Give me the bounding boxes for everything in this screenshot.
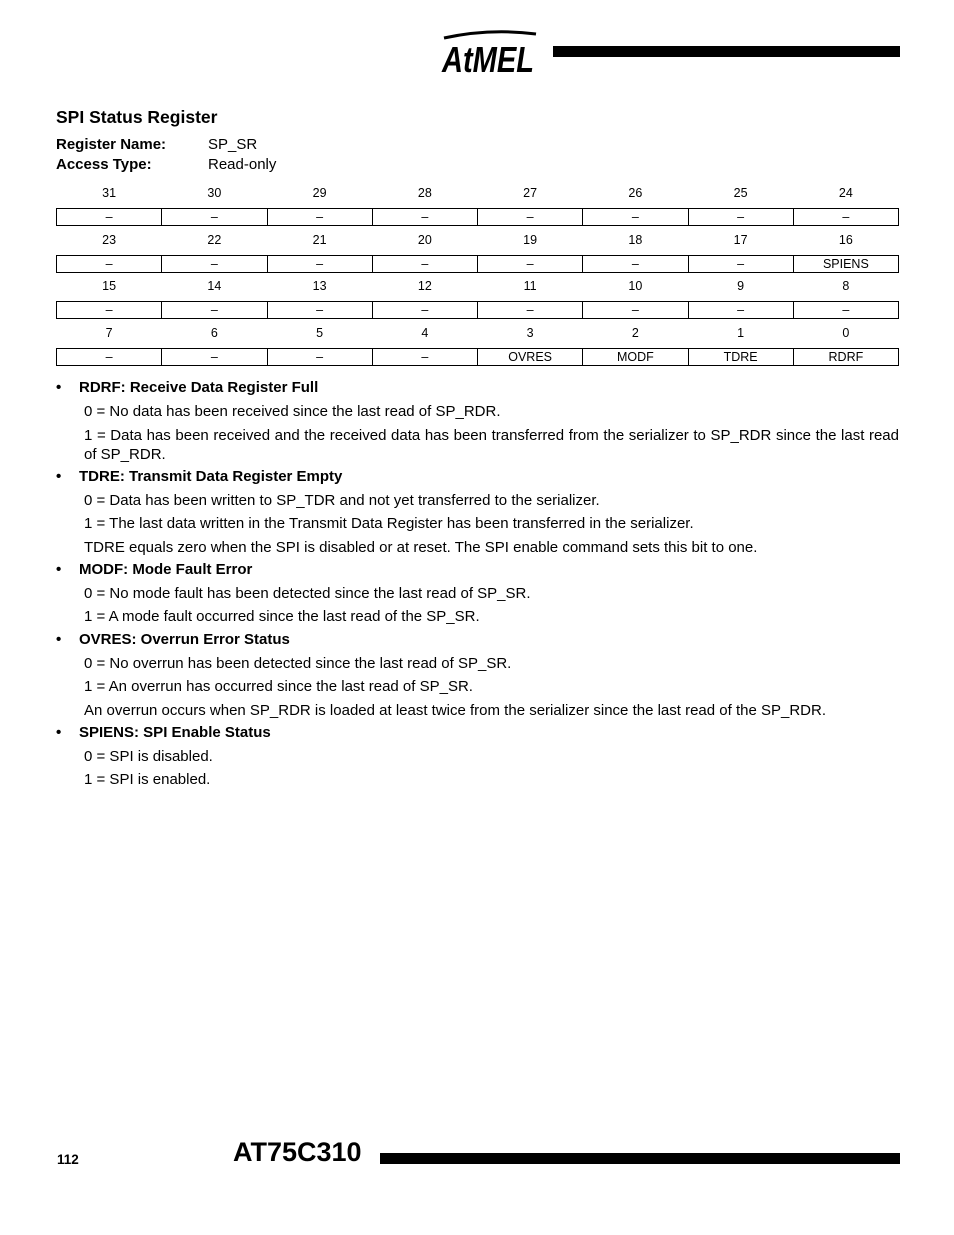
register-table-bits-7-0 (56, 326, 899, 366)
bit-field: – (267, 209, 372, 226)
footer-rule (380, 1153, 900, 1164)
bit-number: 10 (628, 279, 643, 293)
tdre-desc-2: TDRE equals zero when the SPI is disabled or at reset. The SPI enable command sets this bit to one. (84, 539, 758, 556)
access-type-row (56, 156, 276, 173)
bit-number: 5 (316, 326, 324, 340)
bit-number: 24 (838, 186, 853, 200)
access-type-label: Access Type: (56, 156, 152, 173)
register-name-label: Register Name: (56, 136, 167, 153)
bit-number: 25 (733, 186, 748, 200)
tdre-desc-1: 1 = The last data written in the Transmit Data Register has been transferred in the serializer. (84, 515, 694, 532)
bit-number: 21 (312, 233, 327, 247)
bit-number: 9 (737, 279, 745, 293)
bit-number: 20 (417, 233, 432, 247)
bit-field: OVRES (478, 349, 583, 366)
bit-number: 22 (207, 233, 222, 247)
bit-number: 23 (102, 233, 117, 247)
bit-number: 15 (102, 279, 117, 293)
bit-field: – (688, 256, 793, 273)
bit-number: 17 (733, 233, 748, 247)
bit-field: – (478, 256, 583, 273)
bit-number: 16 (838, 233, 853, 247)
bit-field: – (57, 256, 162, 273)
bit-field: – (57, 302, 162, 319)
bit-field: – (267, 349, 372, 366)
bit-field: – (372, 302, 477, 319)
bit-field: – (688, 302, 793, 319)
bit-field: MODF (583, 349, 688, 366)
bit-field: – (162, 209, 267, 226)
bit-field: – (267, 302, 372, 319)
register-table-bits-31-24 (56, 186, 899, 226)
bit-number: 26 (628, 186, 643, 200)
access-type-value: Read-only (208, 156, 277, 173)
bit-number: 6 (210, 326, 218, 340)
bit-number: 0 (842, 326, 850, 340)
bit-number: 4 (421, 326, 429, 340)
bit-number: 12 (417, 279, 432, 293)
ovres-desc-0: 0 = No overrun has been detected since the last read of SP_SR. (84, 655, 512, 672)
bit-field: – (478, 209, 583, 226)
bit-field: – (583, 256, 688, 273)
bit-number: 31 (102, 186, 117, 200)
bit-number: 7 (105, 326, 113, 340)
bit-number: 2 (631, 326, 639, 340)
bit-field: – (372, 209, 477, 226)
spiens-heading: • SPIENS: SPI Enable Status (56, 724, 271, 741)
register-name-row (56, 136, 257, 153)
bit-field: – (267, 256, 372, 273)
bit-number: 30 (207, 186, 222, 200)
page-number: 112 (57, 1152, 79, 1167)
tdre-heading: • TDRE: Transmit Data Register Empty (56, 468, 343, 485)
bit-field: – (372, 256, 477, 273)
bit-field: TDRE (688, 349, 793, 366)
bit-field: – (478, 302, 583, 319)
header-rule (553, 46, 900, 57)
bit-number: 1 (737, 326, 745, 340)
bit-field: – (162, 256, 267, 273)
document-title: AT75C310 (233, 1137, 362, 1167)
bit-field: – (57, 209, 162, 226)
bit-field: – (162, 349, 267, 366)
bit-field: – (372, 349, 477, 366)
tdre-desc-0: 0 = Data has been written to SP_TDR and not yet transferred to the serializer. (84, 492, 600, 509)
bit-field: – (583, 302, 688, 319)
bit-field: – (57, 349, 162, 366)
bit-number: 14 (207, 279, 222, 293)
spiens-desc-0: 0 = SPI is disabled. (84, 748, 213, 765)
spiens-desc-1: 1 = SPI is enabled. (84, 771, 211, 788)
register-table-bits-15-8 (56, 279, 899, 319)
bit-number: 11 (523, 279, 537, 293)
bit-field: – (793, 209, 898, 226)
modf-heading: • MODF: Mode Fault Error (56, 561, 253, 578)
bit-field: – (793, 302, 898, 319)
bit-number: 28 (417, 186, 432, 200)
bit-number: 3 (526, 326, 534, 340)
bit-number: 18 (628, 233, 643, 247)
bit-number: 29 (312, 186, 327, 200)
bit-number: 27 (523, 186, 538, 200)
register-table-bits-23-16 (56, 233, 899, 273)
rdrf-desc-1: 1 = Data has been received and the received data has been transferred from the serializer to SP_RDR since the last read of SP_RDR. (84, 427, 899, 463)
bit-field: RDRF (793, 349, 898, 366)
ovres-desc-1: 1 = An overrun has occurred since the last read of SP_SR. (84, 678, 473, 695)
bit-number: 8 (842, 279, 850, 293)
register-name-value: SP_SR (208, 136, 258, 153)
ovres-heading: • OVRES: Overrun Error Status (56, 631, 290, 648)
bit-number: 19 (523, 233, 538, 247)
ovres-desc-2: An overrun occurs when SP_RDR is loaded at least twice from the serializer since the last read of the SP_RDR. (84, 702, 827, 719)
rdrf-desc-0: 0 = No data has been received since the last read of SP_RDR. (84, 403, 501, 420)
modf-desc-0: 0 = No mode fault has been detected since the last read of SP_SR. (84, 585, 531, 602)
bit-field: – (162, 302, 267, 319)
rdrf-heading: • RDRF: Receive Data Register Full (56, 379, 319, 396)
modf-desc-1: 1 = A mode fault occurred since the last read of the SP_SR. (84, 608, 480, 625)
bit-field: – (583, 209, 688, 226)
section-title: SPI Status Register (56, 107, 218, 127)
atmel-logo (440, 28, 538, 78)
bit-field: – (688, 209, 793, 226)
bit-field: SPIENS (793, 256, 898, 273)
bit-number: 13 (312, 279, 327, 293)
svg-text:AtMEL: AtMEL (441, 39, 534, 80)
